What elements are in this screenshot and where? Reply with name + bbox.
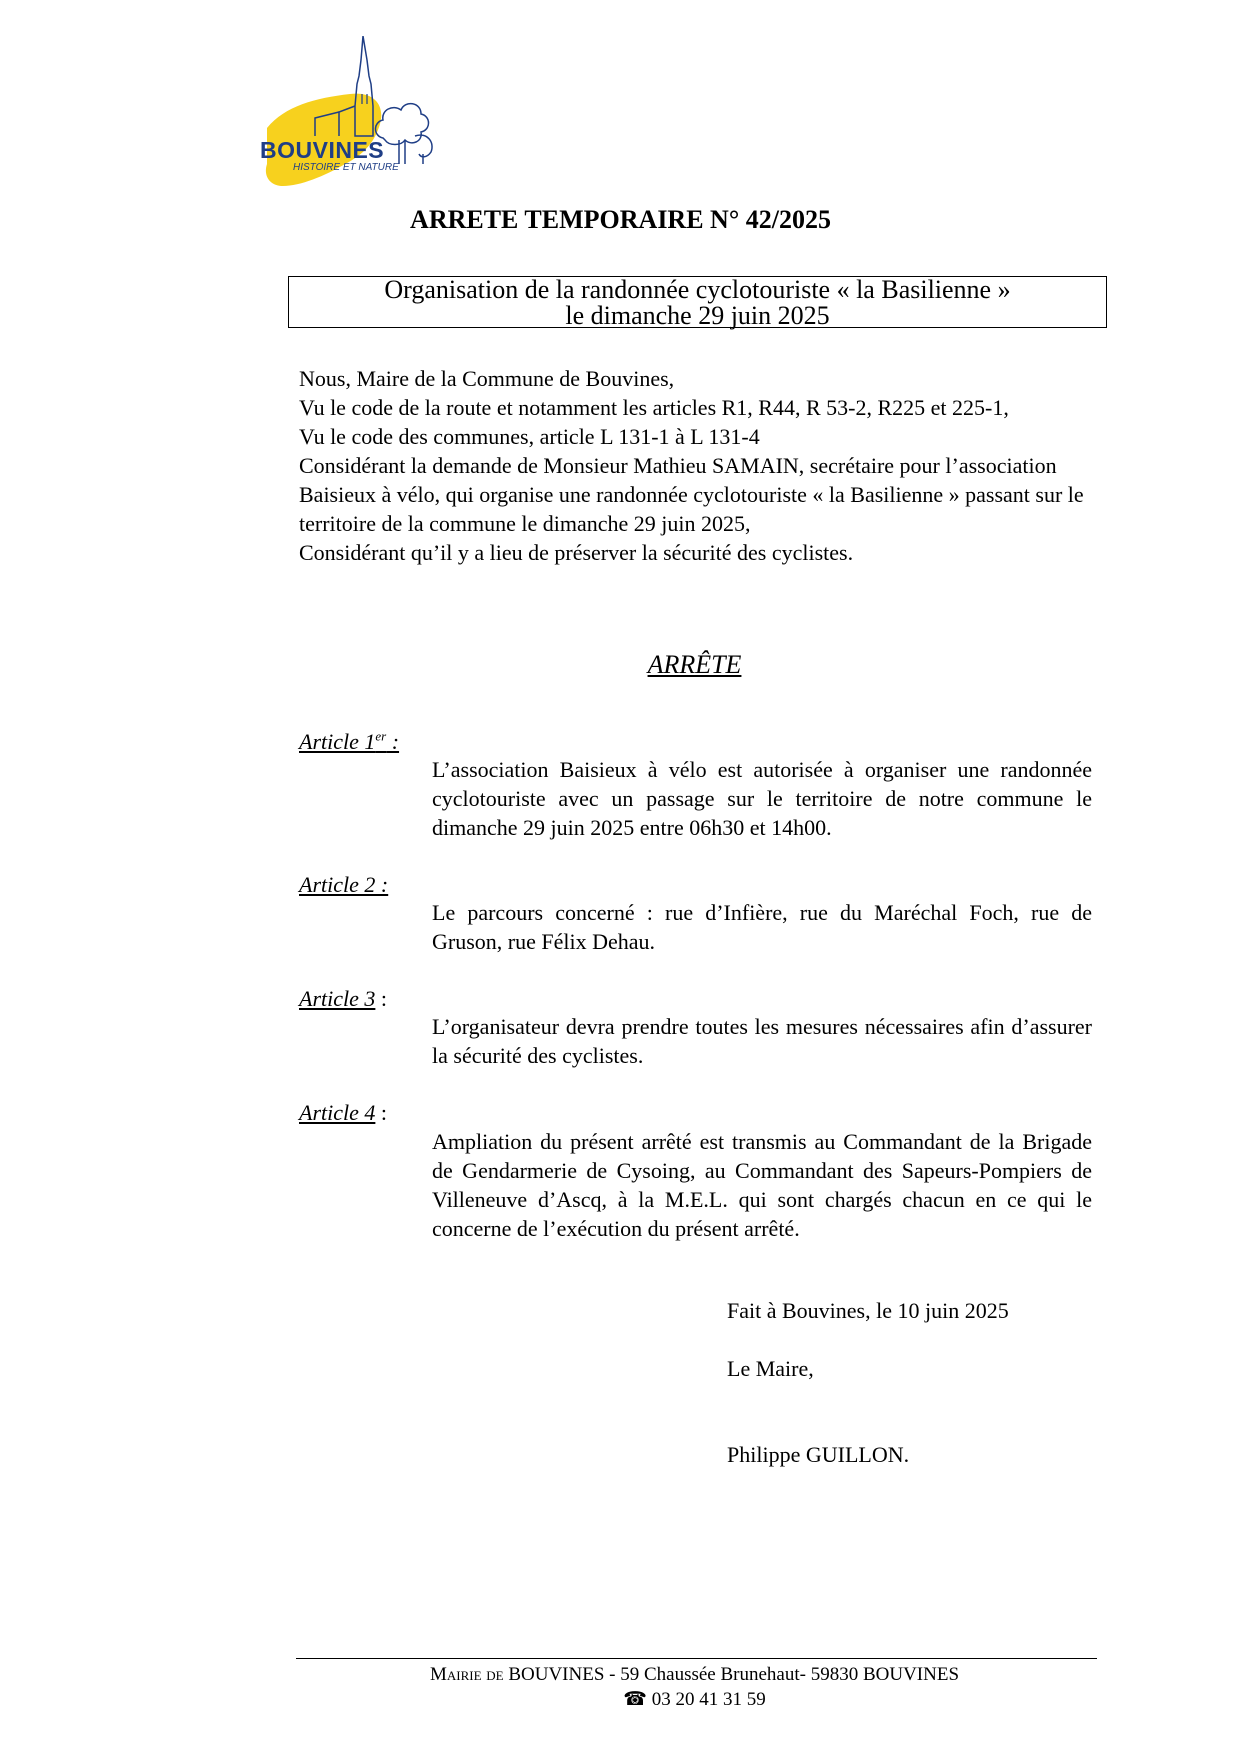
article-4-label-text: Article 4 — [299, 1100, 376, 1125]
preamble-line: Vu le code des communes, article L 131-1 à L 131-4 — [299, 424, 760, 449]
logo-name: BOUVINES — [260, 137, 385, 163]
article-1-body: L’association Baisieux à vélo est autorisée à organiser une randonnée cyclotouriste avec un passage sur le territoire de notre commune le dimanche 29 juin 2025 entre 06h30 et 14h00. — [432, 757, 1092, 840]
footer-address — [0, 1664, 1241, 1686]
preamble-line: Considérant qu’il y a lieu de préserver la sécurité des cyclistes. — [299, 540, 854, 565]
article-2-label — [299, 872, 388, 898]
article-1-label-sep: : — [386, 729, 400, 755]
article-4-label — [299, 1100, 387, 1126]
preamble-line: Considérant la demande de Monsieur Mathieu SAMAIN, secrétaire pour l’association Baisieux à vélo, qui organise une randonnée cyclotouriste « la Basilienne » passant sur le territoire de la commune le dimanche 29 juin 2025, — [299, 453, 1084, 536]
subject-line-1: Organisation de la randonnée cyclotouriste « la Basilienne » — [384, 275, 1011, 304]
page-title: ARRETE TEMPORAIRE N° 42/2025 — [410, 205, 831, 234]
signature-name: Philippe GUILLON. — [727, 1442, 910, 1467]
bouvines-logo — [255, 36, 455, 196]
decree-heading: ARRÊTE — [647, 650, 742, 679]
footer-address-text: - 59 Chaussée Brunehaut- 59830 BOUVINES — [604, 1664, 960, 1685]
article-1-label — [299, 729, 399, 755]
article-3-label — [299, 986, 387, 1012]
article-2-body: Le parcours concerné : rue d’Infière, rue du Maréchal Foch, rue de Gruson, rue Félix Dehau. — [432, 900, 1092, 954]
subject-line-2: le dimanche 29 juin 2025 — [565, 301, 830, 330]
signature-place-date: Fait à Bouvines, le 10 juin 2025 — [727, 1298, 1009, 1323]
footer-org: Mairie de BOUVINES — [429, 1664, 605, 1685]
footer-phone-number: 03 20 41 31 59 — [651, 1689, 766, 1710]
subject-box — [288, 276, 1107, 328]
telephone-icon: ☎ — [623, 1689, 647, 1710]
signature-role: Le Maire, — [727, 1356, 814, 1381]
preamble-line: Vu le code de la route et notamment les articles R1, R44, R 53-2, R225 et 225-1, — [299, 395, 1009, 420]
article-4-body: Ampliation du présent arrêté est transmis au Commandant de la Brigade de Gendarmerie de Cysoing, au Commandant des Sapeurs-Pompiers de Villeneuve d’Ascq, à la M.E.L. qui sont chargés chacun en ce qui le concerne de l’exécution du présent arrêté. — [432, 1129, 1092, 1241]
article-1-label-text: Article 1 — [299, 729, 376, 755]
article-4-label-sep: : — [375, 1100, 387, 1125]
logo-tagline: HISTOIRE ET NATURE — [293, 162, 399, 173]
footer-phone — [0, 1688, 1241, 1711]
preamble-line: Nous, Maire de la Commune de Bouvines, — [299, 366, 675, 391]
footer-divider — [296, 1658, 1097, 1659]
preamble — [299, 364, 1091, 567]
article-3-label-text: Article 3 — [299, 986, 376, 1011]
article-1-label-sup: er — [375, 729, 387, 744]
article-3-body: L’organisateur devra prendre toutes les mesures nécessaires afin d’assurer la sécurité des cyclistes. — [432, 1014, 1092, 1068]
article-2-label-text: Article 2 : — [299, 872, 389, 897]
article-3-label-sep: : — [375, 986, 387, 1011]
